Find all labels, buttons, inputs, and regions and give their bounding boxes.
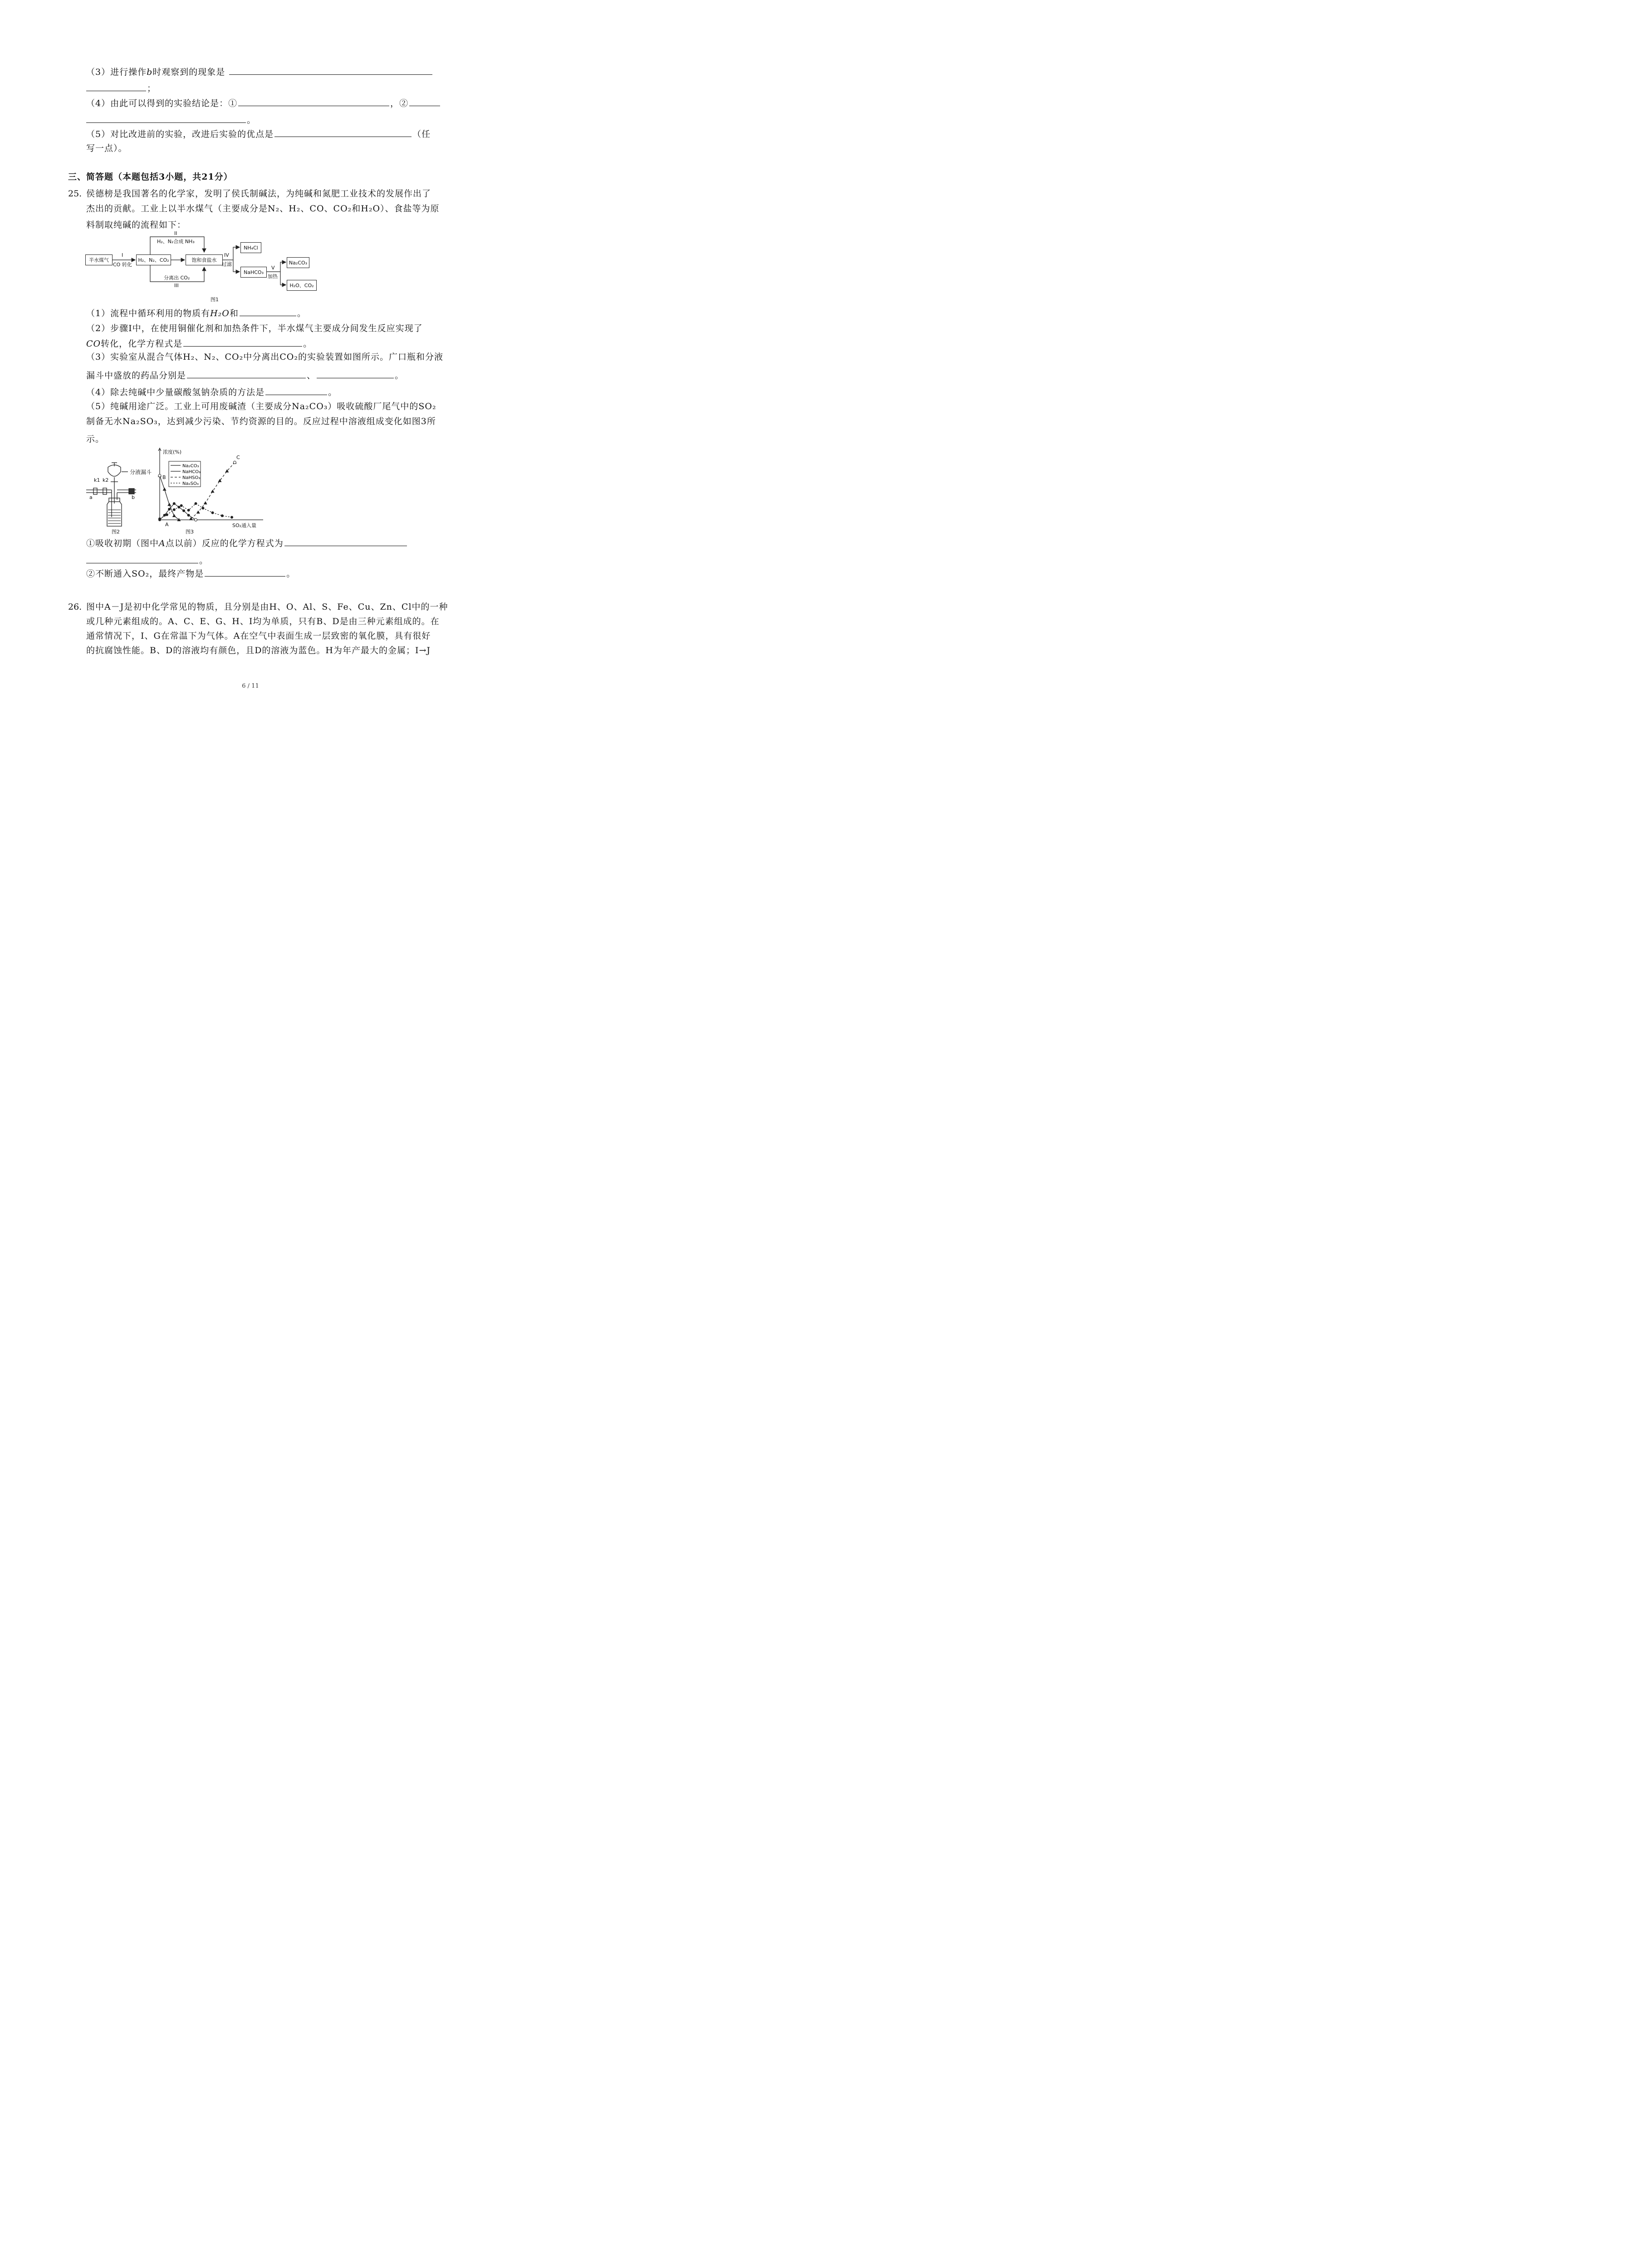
- chart-key-point-3: [158, 474, 161, 477]
- q25-part5-line2: 制备无水Na₂SO₃，达到减少污染、节约资源的目的。反应过程中溶液组成变化如图3所: [86, 416, 436, 426]
- flow-label-nh3-synthesis: H₂、N₂合成 NH₃: [157, 239, 195, 244]
- series-2-point: [168, 508, 171, 510]
- q25-sub2: [86, 567, 295, 580]
- chart-point-b-label: B: [162, 474, 166, 480]
- q24-p5-text-b: （任: [412, 129, 431, 139]
- legend-label-2: NaHCO₃: [182, 469, 201, 474]
- fig2-label-b: b: [132, 494, 135, 500]
- q26-number: 26.: [68, 602, 82, 612]
- q26-stem-line4: 的抗腐蚀性能。B、D的溶液均有颜色，且D的溶液为蓝色。H为年产最大的金属；I→J: [86, 645, 431, 655]
- q24-p4-end: 。: [247, 115, 256, 125]
- q25-s1-text-b: 点以前）反应的化学方程式为: [165, 538, 284, 548]
- q25-s1-text-a: ①吸收初期（图中: [86, 538, 159, 548]
- q25-s1-end: 。: [199, 556, 209, 566]
- series-4-point: [187, 509, 190, 512]
- fig2-label-funnel: 分液漏斗: [130, 469, 152, 475]
- series-2-point: [173, 502, 176, 505]
- series-4-point: [221, 514, 224, 517]
- flow-label-filter: 过滤: [222, 261, 232, 267]
- q25-p1-end: 。: [297, 308, 306, 318]
- flow-label-step-1: I: [122, 252, 123, 258]
- legend-label-1: Na₂CO₃: [182, 464, 199, 469]
- series-2-point: [182, 509, 185, 512]
- q24-p3-variable: b: [147, 67, 153, 77]
- q25-s1-answer-blank[interactable]: [284, 537, 407, 546]
- q25-s2-text-a: ②不断通入SO₂，最终产物是: [86, 569, 204, 579]
- series-4-point: [211, 511, 214, 514]
- series-4-point: [195, 502, 197, 505]
- q25-s2-answer-blank[interactable]: [205, 567, 285, 577]
- q25-s1-variable: A: [159, 538, 166, 548]
- q25-p1-text-a: （1）流程中循环利用的物质有: [86, 308, 211, 318]
- q25-number: 25.: [68, 189, 82, 199]
- q25-part3-line1: （3）实验室从混合气体H₂、N₂、CO₂中分离出CO₂的实验装置如图所示。广口瓶和分液: [86, 352, 443, 362]
- chart-key-point-2: [233, 461, 236, 464]
- q24-p4-text-a: （4）由此可以得到的实验结论是：①: [86, 98, 238, 108]
- section-3-title: 三、简答题（本题包括3小题，共21分）: [68, 172, 233, 182]
- series-4-point: [166, 513, 168, 516]
- q25-p2-formula: CO: [86, 339, 101, 349]
- series-3-point: [211, 489, 215, 493]
- flow-label-step-3: III: [174, 283, 179, 288]
- legend-label-4: Na₂SO₃: [182, 481, 199, 486]
- q25-p1-text-c: 和: [229, 308, 239, 318]
- q26-stem-line3: 通常情况下，I、G在常温下为气体。A在空气中表面生成一层致密的氧化膜，具有很好: [86, 631, 431, 641]
- flow-label-heat: 加热: [268, 274, 278, 279]
- q25-sub1-line2: [86, 554, 208, 567]
- figure-1-caption: 图1: [211, 297, 219, 303]
- series-line-2: [160, 503, 196, 520]
- series-4-point: [230, 516, 233, 518]
- fig2-label-k2: k2: [103, 477, 109, 483]
- q25-p2-text-c: 转化，化学方程式是: [101, 339, 183, 349]
- q25-stem-line3: 料制取纯碱的流程如下：: [86, 220, 186, 230]
- q25-part5-line1: （5）纯碱用途广泛。工业上可用废碱渣（主要成分Na₂CO₃）吸收硫酸厂尾气中的SO₂: [86, 401, 436, 411]
- series-1-point: [167, 503, 171, 506]
- q25-p4-text-a: （4）除去纯碱中少量碳酸氢钠杂质的方法是: [86, 387, 265, 397]
- legend-label-3: NaHSO₃: [182, 475, 201, 480]
- flow-box-h2o-co2: H₂O、CO₂: [287, 280, 317, 291]
- flow-box-na2co3: Na₂CO₃: [287, 257, 309, 268]
- q25-part2-line1: （2）步骤Ⅰ中，在使用铜催化剂和加热条件下，半水煤气主要成分间发生反应实现了: [86, 323, 423, 333]
- q25-part5-line3: 示。: [86, 434, 105, 444]
- flow-label-separate-co2: 分离出 CO₂: [164, 275, 190, 281]
- series-4-point: [180, 504, 183, 507]
- q24-p3-text-a: （3）进行操作: [86, 67, 147, 77]
- q26-stem-line2: 或几种元素组成的。A、C、E、G、H、I均为单质，只有B、D是由三种元素组成的。在: [86, 616, 440, 626]
- series-2-point: [187, 514, 190, 517]
- q25-stem-line2: 杰出的贡献。工业上以半水煤气（主要成分是N₂、H₂、CO、CO₂和H₂O）、食盐等为原: [86, 204, 440, 214]
- q25-p1-formula: H₂O: [210, 308, 230, 318]
- q25-stem-line1: 侯德榜是我国著名的化学家，发明了侯氏制碱法，为纯碱和氮肥工业技术的发展作出了: [86, 189, 431, 199]
- flow-box-banshui-gas: 半水煤气: [85, 254, 113, 265]
- q24-part5-line2: 写一点）。: [86, 143, 127, 153]
- flow-box-nh4cl: NH₄Cl: [240, 242, 261, 253]
- q24-p3-text-b: 时观察到的现象是: [152, 67, 225, 77]
- q25-s2-end: 。: [286, 569, 296, 579]
- series-3-point: [196, 510, 200, 513]
- page-number: 6 / 11: [242, 683, 259, 689]
- chart-point-c-label: C: [236, 455, 240, 460]
- fig2-label-a: a: [89, 494, 93, 500]
- q25-s1-answer-blank-cont[interactable]: [86, 554, 198, 563]
- series-4-point: [201, 507, 204, 509]
- q24-p3-end: ；: [147, 83, 157, 93]
- q25-p3-end: 。: [395, 371, 404, 381]
- q25-p4-end: 。: [328, 387, 338, 397]
- series-1-point: [163, 488, 167, 491]
- q24-p5-text-a: （5）对比改进前的实验，改进后实验的优点是: [86, 129, 274, 139]
- flow-box-saturated-brine: 饱和食盐水: [186, 254, 223, 265]
- series-4-point: [173, 508, 176, 511]
- chart-key-point-1: [195, 518, 197, 521]
- flow-box-nahco3: NaHCO₃: [240, 267, 267, 278]
- q25-p3-separator: 、: [307, 371, 316, 381]
- q24-p4-text-b: ，②: [390, 98, 409, 108]
- flow-box-gas-mixture: H₂、N₂、CO₂: [136, 254, 171, 265]
- q25-sub1-line1: [86, 537, 408, 550]
- chart-point-a-label: A: [165, 522, 169, 528]
- figure-3-chart: [0, 0, 501, 544]
- flow-label-co-conversion: CO 转化: [113, 262, 132, 268]
- figure-3-caption: 图3: [186, 529, 194, 535]
- fig2-label-k1: k1: [94, 477, 100, 483]
- chart-x-label: SO₂通入量: [232, 523, 257, 528]
- chart-y-label: 浓度(%): [163, 449, 182, 455]
- figure-2-caption: 图2: [112, 529, 120, 535]
- q25-p2-end: 。: [303, 339, 313, 349]
- series-1-point: [172, 514, 176, 517]
- flow-label-step-2: II: [174, 230, 177, 236]
- q25-p3-text-b: 漏斗中盛放的药品分别是: [86, 371, 186, 381]
- q26-stem-line1: 图中A－J是初中化学常见的物质，且分别是由H、O、Al、S、Fe、Cu、Zn、Cl中的一种: [86, 602, 448, 612]
- flow-label-step-4: IV: [224, 252, 229, 258]
- flow-label-step-5: V: [271, 265, 275, 271]
- series-4-point: [158, 518, 161, 520]
- series-3-point: [204, 501, 207, 504]
